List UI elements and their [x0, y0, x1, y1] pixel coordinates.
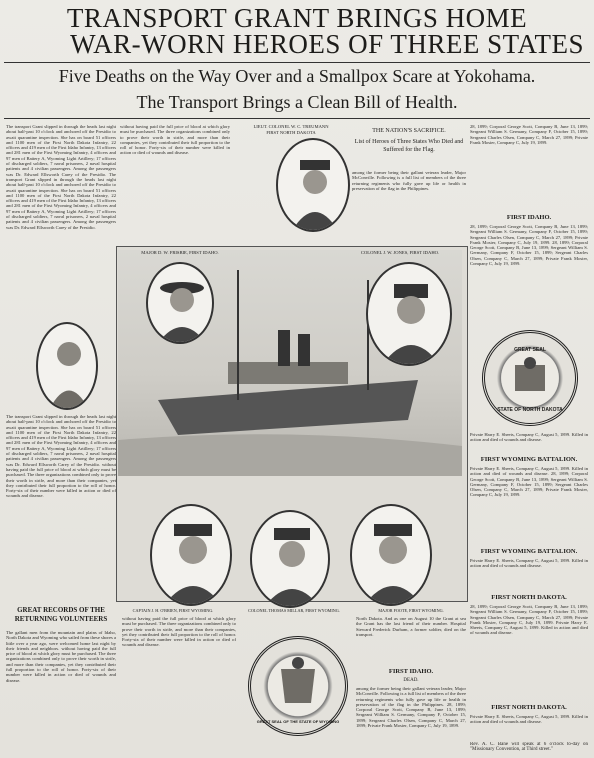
- section-first-wyoming: FIRST WYOMING BATTALION.: [480, 456, 578, 463]
- article-column-4g-text: Private Harry E. Sheets, Company C, August 5, 1899. Killed in action and died of wounds and disease.: [470, 714, 588, 725]
- list-header: List of Heroes of Three States Who Died and Suffered for the Flag.: [354, 139, 464, 153]
- article-column-4b-text-more: 28, 1899; Corporal George Scott, Company B, June 13, 1899; Sergeant William S. Germany, Company F, October 15, 1899; Sergeant Charles Olsen, Company C, March 27, 1899; Private Frank Mosier, Company C, July 19, 1899.: [470, 239, 588, 267]
- footer-notice-text: Rev. A. C. Bane will speak at 6 o'clock to-day on "Missionary Convention, at Third street.": [470, 742, 588, 753]
- article-column-4d: [470, 466, 588, 546]
- caption-jones: COLONEL J. W. JONES, FIRST IDAHO.: [360, 250, 440, 255]
- article-column-3c: [356, 686, 466, 752]
- caption-treumann-sub: FIRST NORTH DAKOTA: [266, 130, 316, 135]
- section-first-north-dakota: FIRST NORTH DAKOTA.: [491, 594, 567, 601]
- article-column-4f-text-more: Private Harry E. Sheets, Company C, August 5, 1899. Killed in action and died of wounds and disease.: [470, 619, 588, 636]
- wyoming-seal: [248, 636, 348, 736]
- article-column-1-text-continued: The transport Grant slipped in through the heads last night about half-past 10 o'clock and anchored off the Presidio to await quarantine inspection. She has on board 51 officers and 1100 men of the First North Dakota Infantry, 22 officers and 419 men of the First Idaho Infantry, 13 officers and 281 men of the First Wyoming Infantry, 4 officers and 97 men of Battery A, Wyoming Light Artillery; 17 officers of discharged soldiers, 7 naval prisoners, 2 naval hospital patients and 4 civilian passengers. Among the passengers was Dr. Edward Ellsworth Carey of the Presidio.: [6, 171, 116, 230]
- article-column-2: [120, 124, 230, 252]
- section-dead: DEAD.: [403, 678, 419, 683]
- caption-treumann: LIEUT. COLONEL W. C. TREUMANN: [253, 124, 329, 129]
- headline-rule: [4, 62, 590, 63]
- article-column-3b: [356, 616, 466, 666]
- caption-foote: MAJOR FOOTE, FIRST WYOMING.: [378, 608, 444, 613]
- article-column-4e-text: Private Harry E. Sheets, Company C, August 5, 1899. Killed in action and died of wounds and disease.: [470, 558, 588, 569]
- north-dakota-seal: [482, 330, 578, 426]
- portrait-frisbie: [146, 262, 214, 344]
- article-column-1c-text-more: without having paid the full price of blood at which glory must be purchased. The three organizations combined only to prove their worth in strife, and more than their companies, yet they contributed their full proportion to the roll of honor. Forty-six of their number were killed in action or died of wounds and disease.: [6, 645, 116, 683]
- article-column-2b: [122, 616, 236, 752]
- article-column-4f: [470, 604, 588, 704]
- article-column-4g: [470, 714, 588, 742]
- article-column-4d-text-more: 28, 1899; Corporal George Scott, Company B, June 13, 1899; Sergeant William S. Germany, Company F, October 15, 1899; Sergeant Charles Olsen, Company C, March 27, 1899; Private Frank Mosier, Company C, July 19, 1899.: [470, 471, 588, 498]
- seal-bottom-text: STATE OF NORTH DAKOTA: [497, 407, 563, 413]
- headline-line-2: WAR-WORN HEROES OF THREE STATES: [70, 29, 584, 59]
- wyoming-seal-text: GREAT SEAL OF THE STATE OF WYOMING: [256, 719, 340, 724]
- article-column-3: [352, 170, 466, 250]
- portrait-millar: [250, 510, 330, 608]
- subheadline-line-2: The Transport Brings a Clean Bill of Health.: [136, 92, 458, 112]
- caption-obrien: CAPTAIN J. H. O'BRIEN, FIRST WYOMING.: [132, 608, 214, 613]
- article-column-3-text: among the former being their gallant veteran leader, Major McConville. Following is a full list of members of the three returning regiments who fully gave up life or health in preservation of the flag in the Philippines.: [352, 170, 466, 191]
- article-column-1b-text-more: without having paid the full price of blood at which glory must be purchased. The three organizations combined only to prove their worth in strife, and more than their companies, yet they contributed their full proportion to the roll of honor. Forty-six of their number were killed in action or died of wounds and disease.: [6, 461, 116, 499]
- article-column-3c-text-more: 28, 1899; Corporal George Scott, Company B, June 13, 1899; Sergeant William S. Germany, Company F, October 15, 1899; Sergeant Charles Olsen, Company C, March 27, 1899; Private Frank Mosier, Company C, July 19, 1899.: [356, 701, 466, 729]
- portrait-treumann: [276, 138, 350, 232]
- article-column-1: [6, 124, 116, 322]
- article-column-4e: [470, 558, 588, 592]
- subheadline-line-1: Five Deaths on the Way Over and a Smallpox Scare at Yokohama.: [58, 66, 536, 86]
- caption-frisbie: MAJOR D. W. FRISBIE, FIRST IDAHO.: [141, 250, 219, 255]
- article-column-3b-text: North Dakota. And as one on August 10 the Grant at sea the Grant has the last friend of their number. Hospital Steward Frederick Durham, a former soldier, died on the transport.: [356, 616, 466, 637]
- article-column-1-text: The transport Grant slipped in through the heads last night about half-past 10 o'clock and anchored off the Presidio to await quarantine inspection. She has on board 51 officers and 1100 men of the First North Dakota Infantry, 22 officers and 419 men of the First Idaho Infantry, 13 officers and 281 men of the First Wyoming Infantry, 4 officers and 97 men of Battery A, Wyoming Light Artillery; 17 officers of discharged soldiers, 7 naval prisoners, 2 naval hospital patients and 4 civilian passengers. Among the passengers was Dr. Edward Ellsworth Carey of the Presidio.: [6, 124, 116, 177]
- article-column-1b: [6, 414, 116, 604]
- footer-notice: [470, 742, 588, 756]
- article-column-2-text: without having paid the full price of blood at which glory must be purchased. The three organizations combined only to prove their worth in strife, and more than their companies, yet they contributed their full proportion to the roll of honor. Forty-six of their number were killed in action or died of wounds and disease.: [120, 124, 230, 156]
- article-column-4c: [470, 432, 588, 454]
- article-column-4f-text: 28, 1899; Corporal George Scott, Company B, June 13, 1899; Sergeant William S. Germany, Company F, October 15, 1899; Sergeant Charles Olsen, Company C, March 27, 1899; Private Frank Mosier, Company C, July 19, 1899.: [470, 604, 588, 625]
- article-column-4b: [470, 224, 588, 328]
- article-column-4c-text: Private Harry E. Sheets, Company C, August 5, 1899. Killed in action and died of wounds and disease.: [470, 432, 588, 443]
- portrait-left-oval: [36, 322, 98, 410]
- headline-line-1: TRANSPORT GRANT BRINGS HOME: [66, 3, 528, 33]
- section-first-idaho-2: FIRST IDAHO.: [388, 668, 434, 675]
- article-column-2b-text: without having paid the full price of blood at which glory must be purchased. The three organizations combined only to prove their worth in strife, and more than their companies, yet they contributed their full proportion to the roll of honor. Forty-six of their number were killed in action or died of wounds and disease.: [122, 616, 236, 648]
- section-first-idaho: FIRST IDAHO.: [506, 214, 552, 221]
- portrait-jones: [366, 262, 452, 366]
- subheadline-rule: [4, 118, 590, 119]
- portrait-obrien: [150, 504, 232, 606]
- section-first-wyoming-2: FIRST WYOMING BATTALION.: [480, 548, 578, 555]
- article-column-3c-text: among the former being their gallant veteran leader, Major McConville. Following is a full list of members of the three returning regiments who fully gave up life or health in preservation of the flag in the Philippines.: [356, 686, 466, 707]
- article-column-4-text: 28, 1899; Corporal George Scott, Company B, June 13, 1899; Sergeant William S. Germany, Company F, October 15, 1899; Sergeant Charles Olsen, Company C, March 27, 1899; Private Frank Mosier, Company C, July 19, 1899.: [470, 124, 588, 145]
- section-first-north-dakota-2: FIRST NORTH DAKOTA.: [491, 704, 567, 711]
- nation-sacrifice-header: THE NATION'S SACRIFICE.: [372, 128, 446, 134]
- article-column-1c: [6, 630, 116, 752]
- article-column-4d-text: Private Harry E. Sheets, Company C, August 5, 1899. Killed in action and died of wounds and disease.: [470, 466, 588, 477]
- article-column-1c-text: The gallant men from the mountain and plains of Idaho, North Dakota and Wyoming who sailed from these shores a little over a year ago, were welcomed home last night by their friends and neighbors.: [6, 630, 116, 651]
- left-section-header: GREAT RECORDS OF THE RETURNING VOLUNTEERS: [14, 606, 108, 623]
- seal-top-text: GREAT SEAL: [514, 347, 546, 353]
- article-column-4: [470, 124, 588, 220]
- portrait-foote: [350, 504, 432, 606]
- article-column-4b-text: 28, 1899; Corporal George Scott, Company B, June 13, 1899; Sergeant William S. Germany, Company F, October 15, 1899; Sergeant Charles Olsen, Company C, March 27, 1899; Private Frank Mosier, Company C, July 19, 1899.: [470, 224, 588, 245]
- caption-millar: COLONEL THOMAS MILLAR, FIRST WYOMING.: [248, 608, 340, 613]
- article-column-1b-text: The transport Grant slipped in through the heads last night about half-past 10 o'clock and anchored off the Presidio to await quarantine inspection. She has on board 51 officers and 1100 men of the First North Dakota Infantry, 22 officers and 419 men of the First Idaho Infantry, 13 officers and 281 men of the First Wyoming Infantry, 4 officers and 97 men of Battery A, Wyoming Light Artillery; 17 officers of discharged soldiers, 7 naval prisoners, 2 naval hospital patients and 4 civilian passengers. Among the passengers was Dr. Edward Ellsworth Carey of the Presidio.: [6, 414, 116, 467]
